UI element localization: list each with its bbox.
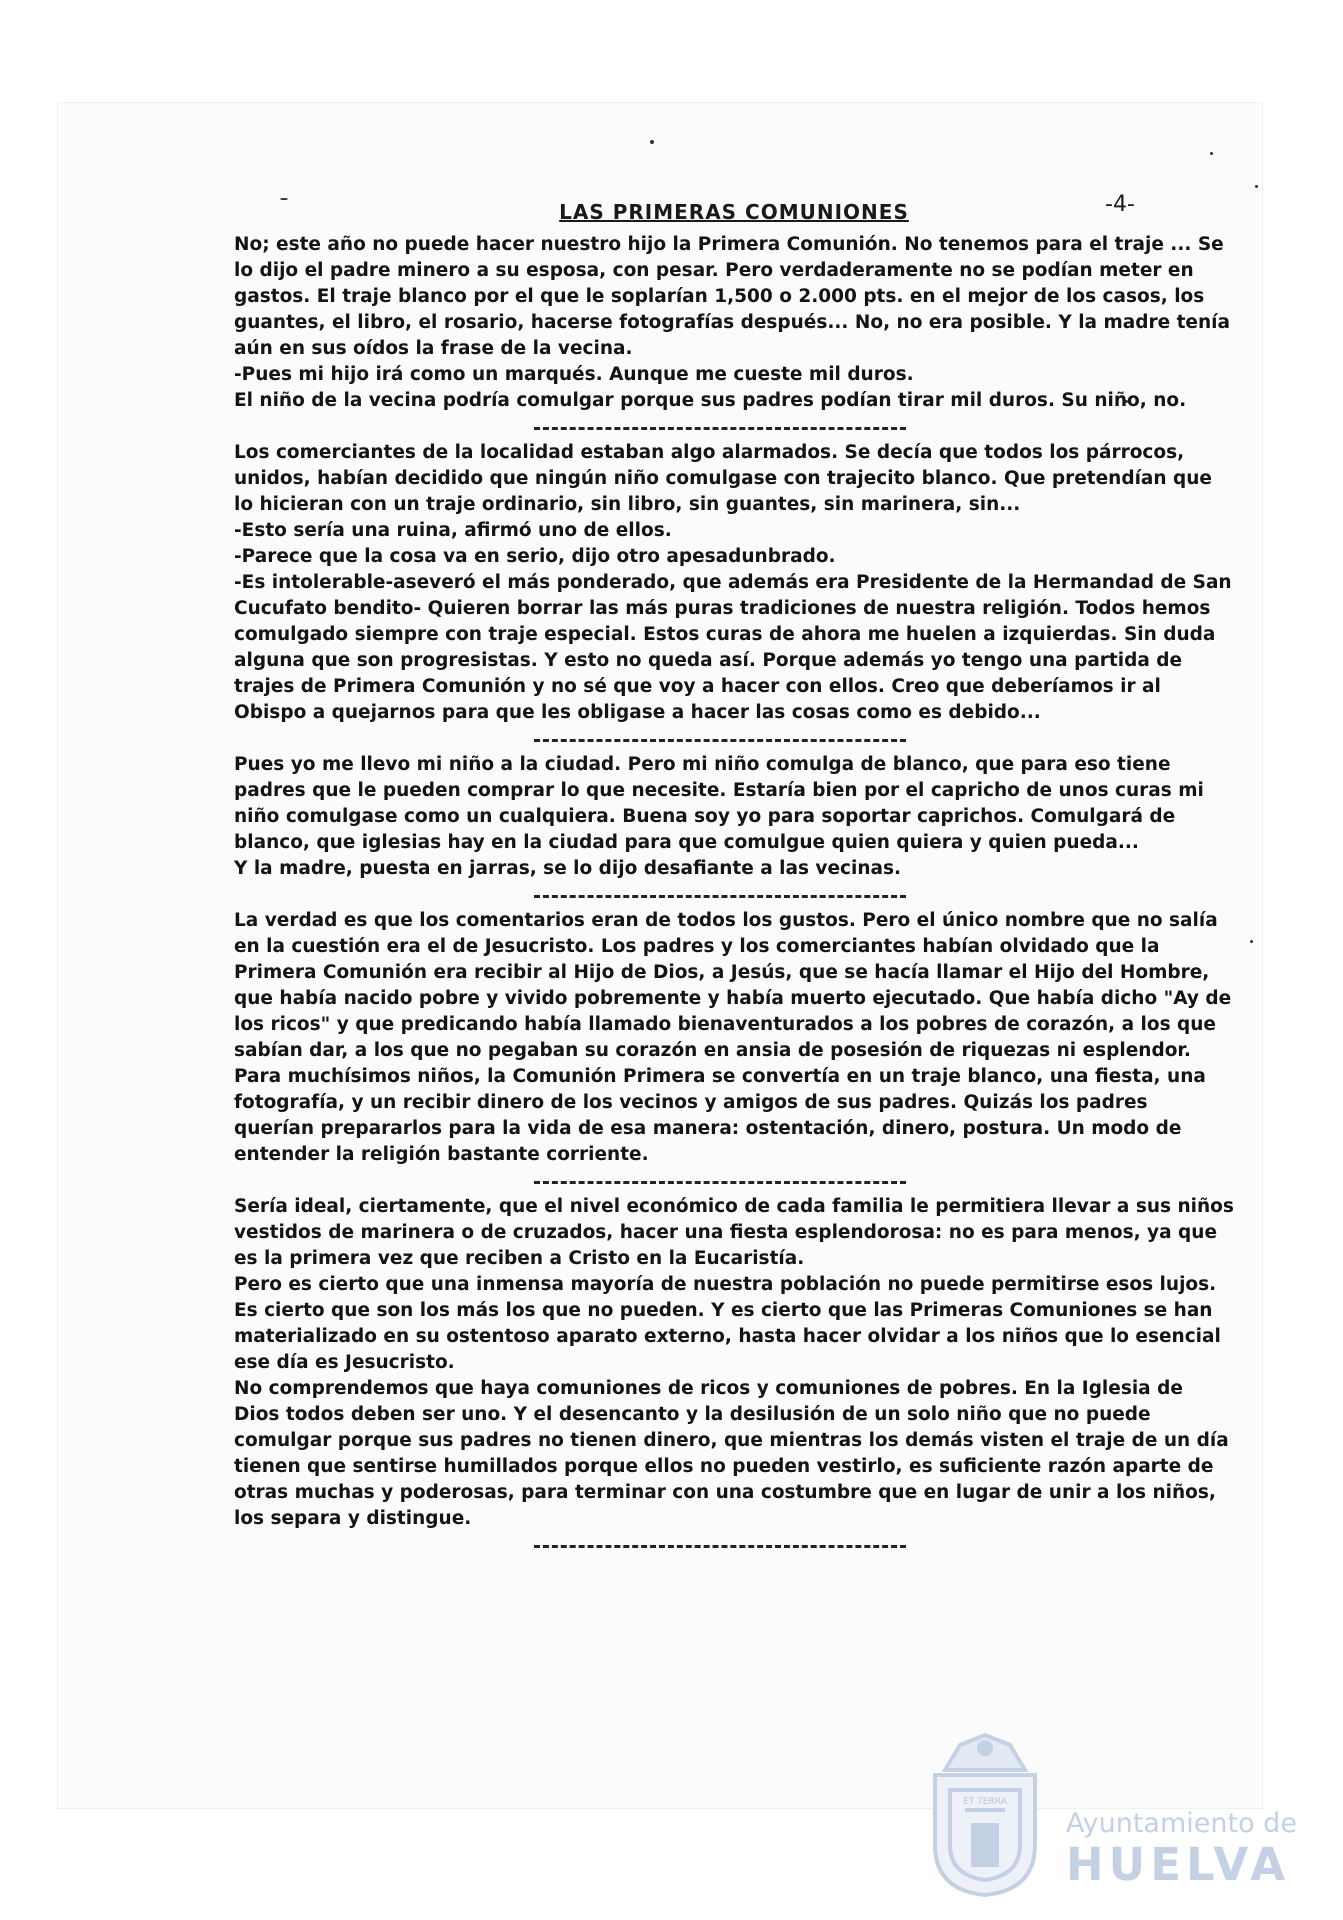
scan-speck bbox=[650, 140, 654, 144]
paragraph: No comprendemos que haya comuniones de ricos y comuniones de pobres. En la Iglesia de Dios todos deben ser uno. Y el desencanto y la desilusión de un solo niño que no puede comulgar porque sus padres no tienen dinero, que mientras los demás visten el traje de un día tienen que sentirse humillados porque ellos no pueden vestirlo, es suficiente razón aparte de otras muchas y poderosas, para terminar con una costumbre que en lugar de unir a los niños, los separa y distingue. bbox=[234, 1378, 1229, 1529]
scan-speck bbox=[1250, 940, 1253, 943]
section-divider bbox=[534, 1168, 906, 1194]
paragraph: -Pues mi hijo irá como un marqués. Aunque me cueste mil duros. bbox=[234, 364, 914, 385]
watermark-line2: HUELVA bbox=[1066, 1838, 1291, 1891]
paragraph: Y la madre, puesta en jarras, se lo dijo desafiante a las vecinas. bbox=[234, 858, 902, 879]
paragraph: La verdad es que los comentarios eran de todos los gustos. Pero el único nombre que no salía en la cuestión era el de Jesucristo. Los padres y los comerciantes habían olvidado que la Primera Comunión era recibir al Hijo de Dios, a Jesús, que se hacía llamar el Hijo del Hombre, que había nacido pobre y vivido pobremente y había muerto ejecutado. Que había dicho "Ay de los ricos" y que predicando había llamado bienaventurados a los pobres de corazón, a los que sabían dar, a los que no pegaban su corazón en ansia de posesión de riquezas ni esplendor. bbox=[234, 910, 1232, 1061]
scan-speck bbox=[1210, 152, 1213, 155]
paragraph: -Esto sería una ruina, afirmó uno de ellos. bbox=[234, 520, 672, 541]
paragraph: Sería ideal, ciertamente, que el nivel económico de cada familia le permitiera llevar a sus niños vestidos de marinera o de cruzados, hacer una fiesta esplendorosa: no es para menos, ya que es la primera vez que reciben a Cristo en la Eucaristía. bbox=[234, 1196, 1234, 1269]
watermark-line1: Ayuntamiento de bbox=[1066, 1808, 1297, 1839]
shield-motto: ET TERRA bbox=[963, 1797, 1007, 1807]
document-title: LAS PRIMERAS COMUNIONES bbox=[559, 200, 909, 224]
paragraph: -Parece que la cosa va en serio, dijo otro apesadunbrado. bbox=[234, 546, 836, 567]
page-number: -4- bbox=[1105, 192, 1135, 217]
section-divider bbox=[534, 882, 906, 908]
paragraph: Pues yo me llevo mi niño a la ciudad. Pero mi niño comulga de blanco, que para eso tiene padres que le pueden comprar lo que necesite. Estaría bien por el capricho de unos curas mi niño comulgase como un cualquiera. Buena soy yo para soportar caprichos. Comulgará de blanco, que iglesias hay en la ciudad para que comulgue quien quiera y quien pueda... bbox=[234, 754, 1204, 853]
paragraph: Para muchísimos niños, la Comunión Primera se convertía en un traje blanco, una fiesta, una fotografía, y un recibir dinero de los vecinos y amigos de sus padres. Quizás los padres querían prepararlos para la vida de esa manera: ostentación, dinero, postura. Un modo de entender la religión bastante corriente. bbox=[234, 1066, 1206, 1165]
city-shield-icon bbox=[925, 1730, 1045, 1900]
section-divider bbox=[534, 726, 906, 752]
paragraph: No; este año no puede hacer nuestro hijo la Primera Comunión. No tenemos para el traje ... Se lo dijo el padre minero a su esposa, con pesar. Pero verdaderamente no se podían meter en gastos. El traje blanco por el que le soplarían 1,500 o 2.000 pts. en el mejor de los casos, los guantes, el libro, el rosario, hacerse fotografías después... No, no era posible. Y la madre tenía aún en sus oídos la frase de la vecina. bbox=[234, 234, 1230, 359]
paragraph: -Es intolerable-aseveró el más ponderado, que además era Presidente de la Hermandad de San Cucufato bendito- Quieren borrar las más puras tradiciones de nuestra religión. Todos hemos comulgado siempre con traje especial. Estos curas de ahora me huelen a izquierdas. Sin duda alguna que son progresistas. Y esto no queda así. Porque además yo tengo una partida de trajes de Primera Comunión y no sé que voy a hacer con ellos. Creo que deberíamos ir al Obispo a quejarnos para que les obligase a hacer las cosas como es debido... bbox=[234, 572, 1232, 723]
paragraph: El niño de la vecina podría comulgar porque sus padres podían tirar mil duros. Su niño, no. bbox=[234, 390, 1187, 411]
paragraph: Pero es cierto que una inmensa mayoría de nuestra población no puede permitirse esos lujos. Es cierto que son los más los que no pueden. Y es cierto que las Primeras Comuniones se han materializado en su ostentoso aparato externo, hasta hacer olvidar a los niños que lo esencial ese día es Jesucristo. bbox=[234, 1274, 1221, 1373]
section-divider bbox=[534, 1532, 906, 1558]
section-divider bbox=[534, 414, 906, 440]
document-body bbox=[234, 232, 1234, 1558]
paragraph: Los comerciantes de la localidad estaban algo alarmados. Se decía que todos los párrocos, unidos, habían decidido que ningún niño comulgase con trajecito blanco. Que pretendían que lo hicieran con un traje ordinario, sin libro, sin guantes, sin marinera, sin... bbox=[234, 442, 1212, 515]
scan-speck bbox=[280, 198, 288, 200]
scan-speck bbox=[1255, 185, 1258, 188]
